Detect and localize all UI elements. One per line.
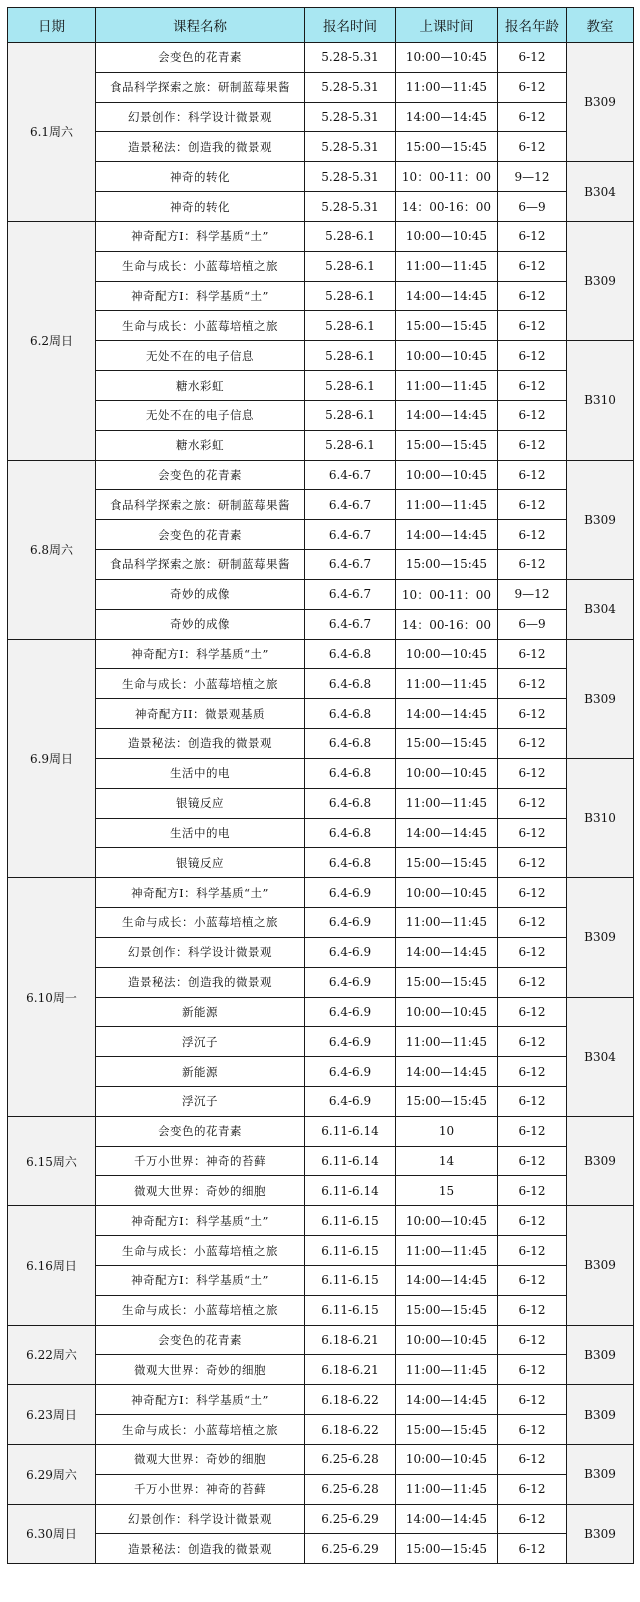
course-name-cell: 糖水彩虹 bbox=[96, 371, 305, 401]
registration-period-cell: 6.4-6.9 bbox=[305, 937, 396, 967]
class-time-cell: 15:00—15:45 bbox=[396, 132, 498, 162]
class-time-cell: 14:00—14:45 bbox=[396, 1385, 498, 1415]
date-cell: 6.15周六 bbox=[8, 1116, 96, 1205]
table-row bbox=[8, 758, 634, 788]
registration-period-cell: 6.11-6.15 bbox=[305, 1236, 396, 1266]
registration-period-cell: 5.28-6.1 bbox=[305, 371, 396, 401]
registration-period-cell: 6.25-6.28 bbox=[305, 1444, 396, 1474]
registration-period-cell: 6.4-6.8 bbox=[305, 729, 396, 759]
table-row bbox=[8, 281, 634, 311]
class-time-cell: 10:00—10:45 bbox=[396, 997, 498, 1027]
date-cell: 6.23周日 bbox=[8, 1385, 96, 1445]
registration-period-cell: 5.28-6.1 bbox=[305, 341, 396, 371]
date-cell: 6.29周六 bbox=[8, 1444, 96, 1504]
age-range-cell: 6-12 bbox=[498, 1236, 567, 1266]
course-name-cell: 神奇配方I：科学基质“土” bbox=[96, 1385, 305, 1415]
table-row bbox=[8, 639, 634, 669]
registration-period-cell: 6.11-6.15 bbox=[305, 1265, 396, 1295]
course-name-cell: 造景秘法：创造我的微景观 bbox=[96, 132, 305, 162]
classroom-cell: B309 bbox=[567, 43, 634, 162]
registration-period-cell: 6.11-6.14 bbox=[305, 1146, 396, 1176]
age-range-cell: 6-12 bbox=[498, 311, 567, 341]
table-row bbox=[8, 878, 634, 908]
class-time-cell: 14:00—14:45 bbox=[396, 937, 498, 967]
table-row bbox=[8, 1415, 634, 1445]
course-name-cell: 生命与成长：小蓝莓培植之旅 bbox=[96, 669, 305, 699]
class-time-cell: 15:00—15:45 bbox=[396, 1415, 498, 1445]
class-time-cell: 10:00—10:45 bbox=[396, 639, 498, 669]
table-row bbox=[8, 1176, 634, 1206]
age-range-cell: 6-12 bbox=[498, 639, 567, 669]
course-name-cell: 神奇配方I：科学基质“土” bbox=[96, 221, 305, 251]
class-time-cell: 15:00—15:45 bbox=[396, 967, 498, 997]
course-name-cell: 神奇配方I：科学基质“土” bbox=[96, 639, 305, 669]
table-row bbox=[8, 1116, 634, 1146]
course-name-cell: 千万小世界：神奇的苔藓 bbox=[96, 1474, 305, 1504]
class-time-cell: 14：00-16：00 bbox=[396, 609, 498, 639]
course-name-cell: 生命与成长：小蓝莓培植之旅 bbox=[96, 1236, 305, 1266]
age-range-cell: 6-12 bbox=[498, 729, 567, 759]
registration-period-cell: 6.4-6.7 bbox=[305, 520, 396, 550]
course-name-cell: 生活中的电 bbox=[96, 758, 305, 788]
age-range-cell: 6-12 bbox=[498, 251, 567, 281]
course-name-cell: 银镜反应 bbox=[96, 788, 305, 818]
class-time-cell: 14:00—14:45 bbox=[396, 818, 498, 848]
class-time-cell: 15 bbox=[396, 1176, 498, 1206]
table-row bbox=[8, 221, 634, 251]
table-row bbox=[8, 490, 634, 520]
course-name-cell: 造景秘法：创造我的微景观 bbox=[96, 1534, 305, 1564]
registration-period-cell: 6.4-6.8 bbox=[305, 669, 396, 699]
header-age-range: 报名年龄 bbox=[498, 8, 567, 43]
classroom-cell: B309 bbox=[567, 1206, 634, 1325]
age-range-cell: 6-12 bbox=[498, 1146, 567, 1176]
course-name-cell: 奇妙的成像 bbox=[96, 579, 305, 609]
age-range-cell: 6-12 bbox=[498, 1116, 567, 1146]
table-row bbox=[8, 609, 634, 639]
age-range-cell: 6-12 bbox=[498, 908, 567, 938]
registration-period-cell: 5.28-5.31 bbox=[305, 72, 396, 102]
age-range-cell: 6-12 bbox=[498, 1086, 567, 1116]
course-name-cell: 神奇的转化 bbox=[96, 192, 305, 222]
header-classroom: 教室 bbox=[567, 8, 634, 43]
registration-period-cell: 6.11-6.14 bbox=[305, 1176, 396, 1206]
course-name-cell: 神奇配方I：科学基质“土” bbox=[96, 878, 305, 908]
classroom-cell: B309 bbox=[567, 1116, 634, 1205]
class-time-cell: 10:00—10:45 bbox=[396, 1206, 498, 1236]
age-range-cell: 6-12 bbox=[498, 550, 567, 580]
table-row bbox=[8, 43, 634, 73]
age-range-cell: 6-12 bbox=[498, 490, 567, 520]
age-range-cell: 6-12 bbox=[498, 1534, 567, 1564]
class-time-cell: 14:00—14:45 bbox=[396, 1057, 498, 1087]
date-cell: 6.9周日 bbox=[8, 639, 96, 878]
header-date: 日期 bbox=[8, 8, 96, 43]
registration-period-cell: 5.28-5.31 bbox=[305, 192, 396, 222]
course-name-cell: 幻景创作：科学设计微景观 bbox=[96, 102, 305, 132]
course-name-cell: 微观大世界：奇妙的细胞 bbox=[96, 1176, 305, 1206]
age-range-cell: 6-12 bbox=[498, 1355, 567, 1385]
table-row bbox=[8, 1474, 634, 1504]
registration-period-cell: 6.4-6.7 bbox=[305, 550, 396, 580]
classroom-cell: B309 bbox=[567, 221, 634, 340]
course-name-cell: 食品科学探索之旅：研制蓝莓果酱 bbox=[96, 550, 305, 580]
table-row bbox=[8, 520, 634, 550]
registration-period-cell: 6.11-6.15 bbox=[305, 1206, 396, 1236]
age-range-cell: 6-12 bbox=[498, 699, 567, 729]
registration-period-cell: 5.28-6.1 bbox=[305, 311, 396, 341]
class-time-cell: 10:00—10:45 bbox=[396, 1325, 498, 1355]
age-range-cell: 6-12 bbox=[498, 1027, 567, 1057]
course-name-cell: 神奇配方I：科学基质“土” bbox=[96, 281, 305, 311]
registration-period-cell: 6.18-6.21 bbox=[305, 1355, 396, 1385]
table-row bbox=[8, 1146, 634, 1176]
age-range-cell: 6-12 bbox=[498, 371, 567, 401]
course-name-cell: 微观大世界：奇妙的细胞 bbox=[96, 1355, 305, 1385]
registration-period-cell: 6.4-6.9 bbox=[305, 1057, 396, 1087]
age-range-cell: 6-12 bbox=[498, 520, 567, 550]
registration-period-cell: 6.4-6.9 bbox=[305, 997, 396, 1027]
table-row bbox=[8, 192, 634, 222]
age-range-cell: 6-12 bbox=[498, 1504, 567, 1534]
table-row bbox=[8, 1444, 634, 1474]
registration-period-cell: 5.28-6.1 bbox=[305, 281, 396, 311]
table-row bbox=[8, 579, 634, 609]
course-name-cell: 会变色的花青素 bbox=[96, 43, 305, 73]
course-name-cell: 神奇配方II：微景观基质 bbox=[96, 699, 305, 729]
class-time-cell: 15:00—15:45 bbox=[396, 1534, 498, 1564]
table-row bbox=[8, 1534, 634, 1564]
classroom-cell: B304 bbox=[567, 579, 634, 639]
age-range-cell: 6-12 bbox=[498, 967, 567, 997]
course-name-cell: 无处不在的电子信息 bbox=[96, 341, 305, 371]
course-schedule-table bbox=[7, 7, 634, 1564]
table-row bbox=[8, 102, 634, 132]
age-range-cell: 6-12 bbox=[498, 281, 567, 311]
class-time-cell: 14:00—14:45 bbox=[396, 281, 498, 311]
class-time-cell: 11:00—11:45 bbox=[396, 908, 498, 938]
class-time-cell: 15:00—15:45 bbox=[396, 311, 498, 341]
date-cell: 6.2周日 bbox=[8, 221, 96, 460]
class-time-cell: 14:00—14:45 bbox=[396, 520, 498, 550]
registration-period-cell: 6.4-6.8 bbox=[305, 758, 396, 788]
table-row bbox=[8, 1325, 634, 1355]
class-time-cell: 10:00—10:45 bbox=[396, 758, 498, 788]
table-row bbox=[8, 1236, 634, 1266]
class-time-cell: 11:00—11:45 bbox=[396, 1027, 498, 1057]
table-header bbox=[8, 8, 634, 43]
table-row bbox=[8, 1265, 634, 1295]
registration-period-cell: 5.28-5.31 bbox=[305, 43, 396, 73]
class-time-cell: 10:00—10:45 bbox=[396, 460, 498, 490]
age-range-cell: 6-12 bbox=[498, 221, 567, 251]
table-row bbox=[8, 1355, 634, 1385]
table-row bbox=[8, 132, 634, 162]
class-time-cell: 14：00-16：00 bbox=[396, 192, 498, 222]
course-name-cell: 新能源 bbox=[96, 1057, 305, 1087]
age-range-cell: 6—9 bbox=[498, 609, 567, 639]
class-time-cell: 10:00—10:45 bbox=[396, 43, 498, 73]
table-row bbox=[8, 1295, 634, 1325]
classroom-cell: B310 bbox=[567, 758, 634, 877]
table-row bbox=[8, 311, 634, 341]
course-name-cell: 生命与成长：小蓝莓培植之旅 bbox=[96, 311, 305, 341]
course-name-cell: 神奇的转化 bbox=[96, 162, 305, 192]
age-range-cell: 6-12 bbox=[498, 1176, 567, 1206]
course-name-cell: 造景秘法：创造我的微景观 bbox=[96, 967, 305, 997]
table-row bbox=[8, 729, 634, 759]
age-range-cell: 6-12 bbox=[498, 1444, 567, 1474]
age-range-cell: 9—12 bbox=[498, 579, 567, 609]
date-cell: 6.10周一 bbox=[8, 878, 96, 1117]
course-name-cell: 无处不在的电子信息 bbox=[96, 400, 305, 430]
header-row bbox=[8, 8, 634, 43]
table-row bbox=[8, 341, 634, 371]
header-course-name: 课程名称 bbox=[96, 8, 305, 43]
course-name-cell: 会变色的花青素 bbox=[96, 1325, 305, 1355]
course-name-cell: 生命与成长：小蓝莓培植之旅 bbox=[96, 908, 305, 938]
course-name-cell: 微观大世界：奇妙的细胞 bbox=[96, 1444, 305, 1474]
age-range-cell: 6—9 bbox=[498, 192, 567, 222]
age-range-cell: 6-12 bbox=[498, 1325, 567, 1355]
course-name-cell: 千万小世界：神奇的苔藓 bbox=[96, 1146, 305, 1176]
age-range-cell: 6-12 bbox=[498, 102, 567, 132]
registration-period-cell: 6.4-6.9 bbox=[305, 967, 396, 997]
classroom-cell: B304 bbox=[567, 997, 634, 1116]
class-time-cell: 15:00—15:45 bbox=[396, 430, 498, 460]
registration-period-cell: 5.28-5.31 bbox=[305, 132, 396, 162]
registration-period-cell: 6.4-6.9 bbox=[305, 1086, 396, 1116]
age-range-cell: 6-12 bbox=[498, 997, 567, 1027]
classroom-cell: B304 bbox=[567, 162, 634, 222]
class-time-cell: 15:00—15:45 bbox=[396, 848, 498, 878]
course-name-cell: 新能源 bbox=[96, 997, 305, 1027]
registration-period-cell: 6.4-6.8 bbox=[305, 818, 396, 848]
course-name-cell: 浮沉子 bbox=[96, 1086, 305, 1116]
class-time-cell: 10:00—10:45 bbox=[396, 1444, 498, 1474]
table-row bbox=[8, 550, 634, 580]
class-time-cell: 10:00—10:45 bbox=[396, 878, 498, 908]
registration-period-cell: 5.28-6.1 bbox=[305, 221, 396, 251]
class-time-cell: 14:00—14:45 bbox=[396, 699, 498, 729]
age-range-cell: 6-12 bbox=[498, 1295, 567, 1325]
age-range-cell: 9—12 bbox=[498, 162, 567, 192]
registration-period-cell: 6.4-6.7 bbox=[305, 609, 396, 639]
registration-period-cell: 6.4-6.9 bbox=[305, 1027, 396, 1057]
registration-period-cell: 6.4-6.8 bbox=[305, 848, 396, 878]
registration-period-cell: 6.4-6.8 bbox=[305, 788, 396, 818]
classroom-cell: B309 bbox=[567, 460, 634, 579]
class-time-cell: 11:00—11:45 bbox=[396, 788, 498, 818]
age-range-cell: 6-12 bbox=[498, 1385, 567, 1415]
course-name-cell: 生命与成长：小蓝莓培植之旅 bbox=[96, 1415, 305, 1445]
age-range-cell: 6-12 bbox=[498, 132, 567, 162]
course-name-cell: 会变色的花青素 bbox=[96, 520, 305, 550]
date-cell: 6.22周六 bbox=[8, 1325, 96, 1385]
registration-period-cell: 6.4-6.8 bbox=[305, 639, 396, 669]
table-row bbox=[8, 1385, 634, 1415]
age-range-cell: 6-12 bbox=[498, 1415, 567, 1445]
registration-period-cell: 6.18-6.22 bbox=[305, 1385, 396, 1415]
table-row bbox=[8, 400, 634, 430]
class-time-cell: 11:00—11:45 bbox=[396, 1236, 498, 1266]
class-time-cell: 10 bbox=[396, 1116, 498, 1146]
class-time-cell: 15:00—15:45 bbox=[396, 550, 498, 580]
age-range-cell: 6-12 bbox=[498, 341, 567, 371]
classroom-cell: B309 bbox=[567, 1504, 634, 1564]
course-name-cell: 幻景创作：科学设计微景观 bbox=[96, 1504, 305, 1534]
class-time-cell: 15:00—15:45 bbox=[396, 1086, 498, 1116]
registration-period-cell: 6.4-6.7 bbox=[305, 460, 396, 490]
table-row bbox=[8, 818, 634, 848]
class-time-cell: 11:00—11:45 bbox=[396, 1355, 498, 1385]
date-cell: 6.16周日 bbox=[8, 1206, 96, 1325]
course-name-cell: 会变色的花青素 bbox=[96, 1116, 305, 1146]
date-cell: 6.30周日 bbox=[8, 1504, 96, 1564]
table-row bbox=[8, 937, 634, 967]
header-registration-period: 报名时间 bbox=[305, 8, 396, 43]
class-time-cell: 14:00—14:45 bbox=[396, 1504, 498, 1534]
registration-period-cell: 5.28-6.1 bbox=[305, 430, 396, 460]
course-name-cell: 生活中的电 bbox=[96, 818, 305, 848]
registration-period-cell: 6.4-6.9 bbox=[305, 878, 396, 908]
class-time-cell: 15:00—15:45 bbox=[396, 729, 498, 759]
registration-period-cell: 6.25-6.29 bbox=[305, 1504, 396, 1534]
registration-period-cell: 6.18-6.22 bbox=[305, 1415, 396, 1445]
age-range-cell: 6-12 bbox=[498, 788, 567, 818]
age-range-cell: 6-12 bbox=[498, 878, 567, 908]
class-time-cell: 10:00—10:45 bbox=[396, 341, 498, 371]
classroom-cell: B310 bbox=[567, 341, 634, 460]
registration-period-cell: 6.25-6.28 bbox=[305, 1474, 396, 1504]
date-cell: 6.8周六 bbox=[8, 460, 96, 639]
table-row bbox=[8, 1057, 634, 1087]
class-time-cell: 10：00-11：00 bbox=[396, 579, 498, 609]
table-row bbox=[8, 430, 634, 460]
class-time-cell: 11:00—11:45 bbox=[396, 490, 498, 520]
table-row bbox=[8, 669, 634, 699]
class-time-cell: 10:00—10:45 bbox=[396, 221, 498, 251]
course-name-cell: 糖水彩虹 bbox=[96, 430, 305, 460]
table-row bbox=[8, 967, 634, 997]
table-row bbox=[8, 1206, 634, 1236]
course-name-cell: 食品科学探索之旅：研制蓝莓果酱 bbox=[96, 72, 305, 102]
registration-period-cell: 6.4-6.7 bbox=[305, 490, 396, 520]
table-row bbox=[8, 162, 634, 192]
registration-period-cell: 5.28-5.31 bbox=[305, 162, 396, 192]
table-row bbox=[8, 251, 634, 281]
course-name-cell: 食品科学探索之旅：研制蓝莓果酱 bbox=[96, 490, 305, 520]
class-time-cell: 15:00—15:45 bbox=[396, 1295, 498, 1325]
table-row bbox=[8, 460, 634, 490]
age-range-cell: 6-12 bbox=[498, 1265, 567, 1295]
age-range-cell: 6-12 bbox=[498, 758, 567, 788]
course-name-cell: 神奇配方I：科学基质“土” bbox=[96, 1265, 305, 1295]
course-name-cell: 浮沉子 bbox=[96, 1027, 305, 1057]
table-row bbox=[8, 1027, 634, 1057]
course-name-cell: 会变色的花青素 bbox=[96, 460, 305, 490]
course-name-cell: 银镜反应 bbox=[96, 848, 305, 878]
table-row bbox=[8, 371, 634, 401]
course-name-cell: 奇妙的成像 bbox=[96, 609, 305, 639]
registration-period-cell: 5.28-6.1 bbox=[305, 400, 396, 430]
classroom-cell: B309 bbox=[567, 1325, 634, 1385]
table-row bbox=[8, 908, 634, 938]
age-range-cell: 6-12 bbox=[498, 400, 567, 430]
class-time-cell: 11:00—11:45 bbox=[396, 251, 498, 281]
age-range-cell: 6-12 bbox=[498, 430, 567, 460]
class-time-cell: 14 bbox=[396, 1146, 498, 1176]
age-range-cell: 6-12 bbox=[498, 669, 567, 699]
age-range-cell: 6-12 bbox=[498, 937, 567, 967]
registration-period-cell: 6.4-6.7 bbox=[305, 579, 396, 609]
class-time-cell: 11:00—11:45 bbox=[396, 669, 498, 699]
table-row bbox=[8, 788, 634, 818]
classroom-cell: B309 bbox=[567, 1444, 634, 1504]
table-row bbox=[8, 72, 634, 102]
classroom-cell: B309 bbox=[567, 878, 634, 997]
course-name-cell: 生命与成长：小蓝莓培植之旅 bbox=[96, 251, 305, 281]
table-row bbox=[8, 848, 634, 878]
table-row bbox=[8, 997, 634, 1027]
registration-period-cell: 6.11-6.15 bbox=[305, 1295, 396, 1325]
age-range-cell: 6-12 bbox=[498, 1057, 567, 1087]
class-time-cell: 14:00—14:45 bbox=[396, 400, 498, 430]
classroom-cell: B309 bbox=[567, 639, 634, 758]
class-time-cell: 11:00—11:45 bbox=[396, 371, 498, 401]
class-time-cell: 10：00-11：00 bbox=[396, 162, 498, 192]
age-range-cell: 6-12 bbox=[498, 1206, 567, 1236]
registration-period-cell: 6.25-6.29 bbox=[305, 1534, 396, 1564]
registration-period-cell: 6.18-6.21 bbox=[305, 1325, 396, 1355]
registration-period-cell: 5.28-5.31 bbox=[305, 102, 396, 132]
course-name-cell: 幻景创作：科学设计微景观 bbox=[96, 937, 305, 967]
age-range-cell: 6-12 bbox=[498, 848, 567, 878]
course-name-cell: 神奇配方I：科学基质“土” bbox=[96, 1206, 305, 1236]
age-range-cell: 6-12 bbox=[498, 43, 567, 73]
course-name-cell: 造景秘法：创造我的微景观 bbox=[96, 729, 305, 759]
course-name-cell: 生命与成长：小蓝莓培植之旅 bbox=[96, 1295, 305, 1325]
registration-period-cell: 5.28-6.1 bbox=[305, 251, 396, 281]
table-body bbox=[8, 43, 634, 1564]
table-row bbox=[8, 699, 634, 729]
registration-period-cell: 6.11-6.14 bbox=[305, 1116, 396, 1146]
age-range-cell: 6-12 bbox=[498, 72, 567, 102]
class-time-cell: 14:00—14:45 bbox=[396, 102, 498, 132]
table-row bbox=[8, 1086, 634, 1116]
class-time-cell: 14:00—14:45 bbox=[396, 1265, 498, 1295]
age-range-cell: 6-12 bbox=[498, 818, 567, 848]
class-time-cell: 11:00—11:45 bbox=[396, 72, 498, 102]
registration-period-cell: 6.4-6.8 bbox=[305, 699, 396, 729]
table-row bbox=[8, 1504, 634, 1534]
age-range-cell: 6-12 bbox=[498, 460, 567, 490]
class-time-cell: 11:00—11:45 bbox=[396, 1474, 498, 1504]
classroom-cell: B309 bbox=[567, 1385, 634, 1445]
header-class-time: 上课时间 bbox=[396, 8, 498, 43]
registration-period-cell: 6.4-6.9 bbox=[305, 908, 396, 938]
date-cell: 6.1周六 bbox=[8, 43, 96, 222]
age-range-cell: 6-12 bbox=[498, 1474, 567, 1504]
